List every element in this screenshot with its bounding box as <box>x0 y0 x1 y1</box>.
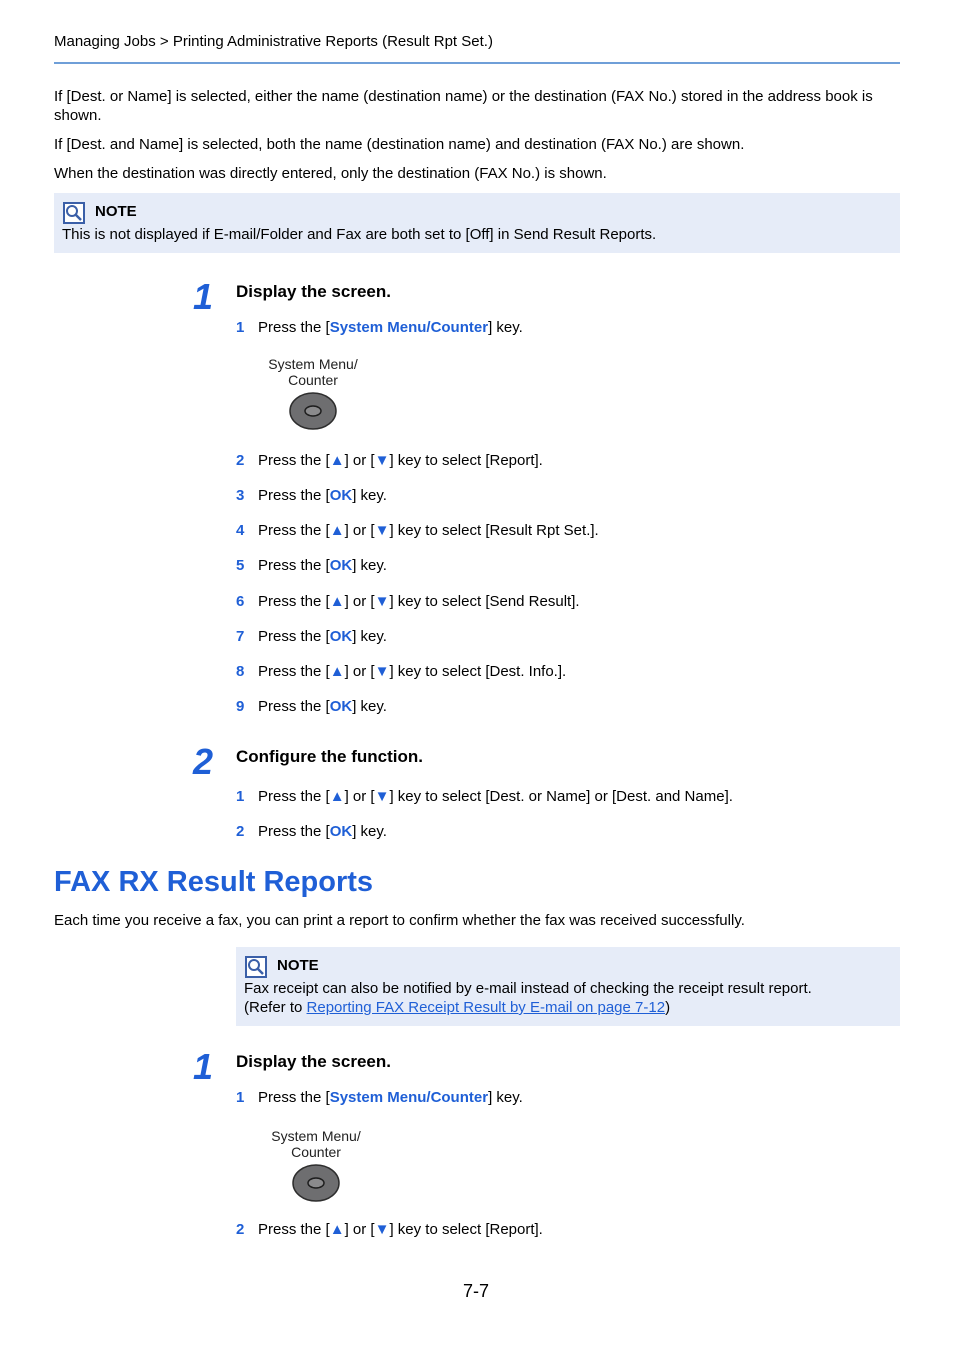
substep-1: 1 Press the [System Menu/Counter] key. <box>236 1089 523 1106</box>
ok-key-ref: OK <box>329 698 353 715</box>
ok-key-ref: OK <box>329 628 353 645</box>
reference-link[interactable]: Reporting FAX Receipt Result by E-mail on page 7-12 <box>306 999 666 1016</box>
system-menu-key-ref: System Menu/Counter <box>329 1089 489 1106</box>
ok-key-ref: OK <box>329 487 353 504</box>
down-arrow-icon: ▼ <box>374 522 390 539</box>
down-arrow-icon: ▼ <box>374 452 390 469</box>
section-intro: Each time you receive a fax, you can print a report to confirm whether the fax was received successfully. <box>54 912 745 929</box>
step-title: Display the screen. <box>236 1052 391 1071</box>
note-box <box>236 947 900 1026</box>
down-arrow-icon: ▼ <box>374 593 390 610</box>
round-key-icon <box>289 392 337 430</box>
up-arrow-icon: ▲ <box>329 1221 345 1238</box>
substep-8: 8 Press the [▲] or [▼] key to select [Dest. Info.]. <box>236 663 567 680</box>
step-title: Display the screen. <box>236 282 391 301</box>
step-number: 1 <box>192 1046 214 1087</box>
down-arrow-icon: ▼ <box>374 788 390 805</box>
substep-number: 1 <box>236 319 245 336</box>
substep-1: 1 Press the [System Menu/Counter] key. <box>236 319 523 336</box>
up-arrow-icon: ▲ <box>329 593 345 610</box>
system-menu-counter-key-illustration <box>261 1128 371 1207</box>
step-title: Configure the function. <box>236 747 423 766</box>
up-arrow-icon: ▲ <box>329 452 345 469</box>
substep-9: 9 Press the [OK] key. <box>236 698 387 715</box>
note-text: Fax receipt can also be notified by e-mail instead of checking the receipt result report. (Refer to Reporting FAX Receipt Result by E-mail on page 7-12) <box>244 980 812 1016</box>
up-arrow-icon: ▲ <box>329 522 345 539</box>
step-number: 2 <box>192 741 214 782</box>
intro-paragraph-2: If [Dest. and Name] is selected, both the name (destination name) and destination (FAX No.) are shown. <box>54 136 745 153</box>
note-box <box>54 193 900 253</box>
key-label: System Menu/ Counter <box>268 356 358 388</box>
note-text: This is not displayed if E-mail/Folder and Fax are both set to [Off] in Send Result Reports. <box>62 226 657 243</box>
round-key-icon <box>292 1164 340 1202</box>
ok-key-ref: OK <box>329 557 353 574</box>
substep-2: 2 Press the [▲] or [▼] key to select [Report]. <box>236 1221 543 1238</box>
intro-paragraph-1: If [Dest. or Name] is selected, either the name (destination name) or the destination (FAX No.) stored in the address book is shown. <box>54 88 873 124</box>
section-title: FAX RX Result Reports <box>54 866 374 898</box>
substep-1: 1 Press the [▲] or [▼] key to select [Dest. or Name] or [Dest. and Name]. <box>236 788 733 805</box>
header-rule <box>54 62 900 64</box>
up-arrow-icon: ▲ <box>329 788 345 805</box>
system-menu-key-ref: System Menu/Counter <box>329 319 489 336</box>
substep-4: 4 Press the [▲] or [▼] key to select [Result Rpt Set.]. <box>236 522 599 539</box>
breadcrumb: Managing Jobs > Printing Administrative Reports (Result Rpt Set.) <box>54 33 493 50</box>
intro-paragraph-3: When the destination was directly entered, only the destination (FAX No.) is shown. <box>54 165 607 182</box>
up-arrow-icon: ▲ <box>329 663 345 680</box>
page-number: 7-7 <box>463 1281 490 1301</box>
substep-5: 5 Press the [OK] key. <box>236 557 387 574</box>
down-arrow-icon: ▼ <box>374 663 390 680</box>
note-title: NOTE <box>95 203 137 220</box>
substep-2: 2 Press the [▲] or [▼] key to select [Report]. <box>236 452 543 469</box>
substep-2: 2 Press the [OK] key. <box>236 823 387 840</box>
key-label: System Menu/ Counter <box>271 1128 361 1160</box>
substep-7: 7 Press the [OK] key. <box>236 628 387 645</box>
note-icon <box>63 202 85 224</box>
down-arrow-icon: ▼ <box>374 1221 390 1238</box>
note-icon <box>245 956 267 978</box>
substep-3: 3 Press the [OK] key. <box>236 487 387 504</box>
substep-6: 6 Press the [▲] or [▼] key to select [Send Result]. <box>236 593 580 610</box>
step-number: 1 <box>192 276 214 317</box>
system-menu-counter-key-illustration <box>258 356 368 435</box>
note-title: NOTE <box>277 957 319 974</box>
ok-key-ref: OK <box>329 823 353 840</box>
